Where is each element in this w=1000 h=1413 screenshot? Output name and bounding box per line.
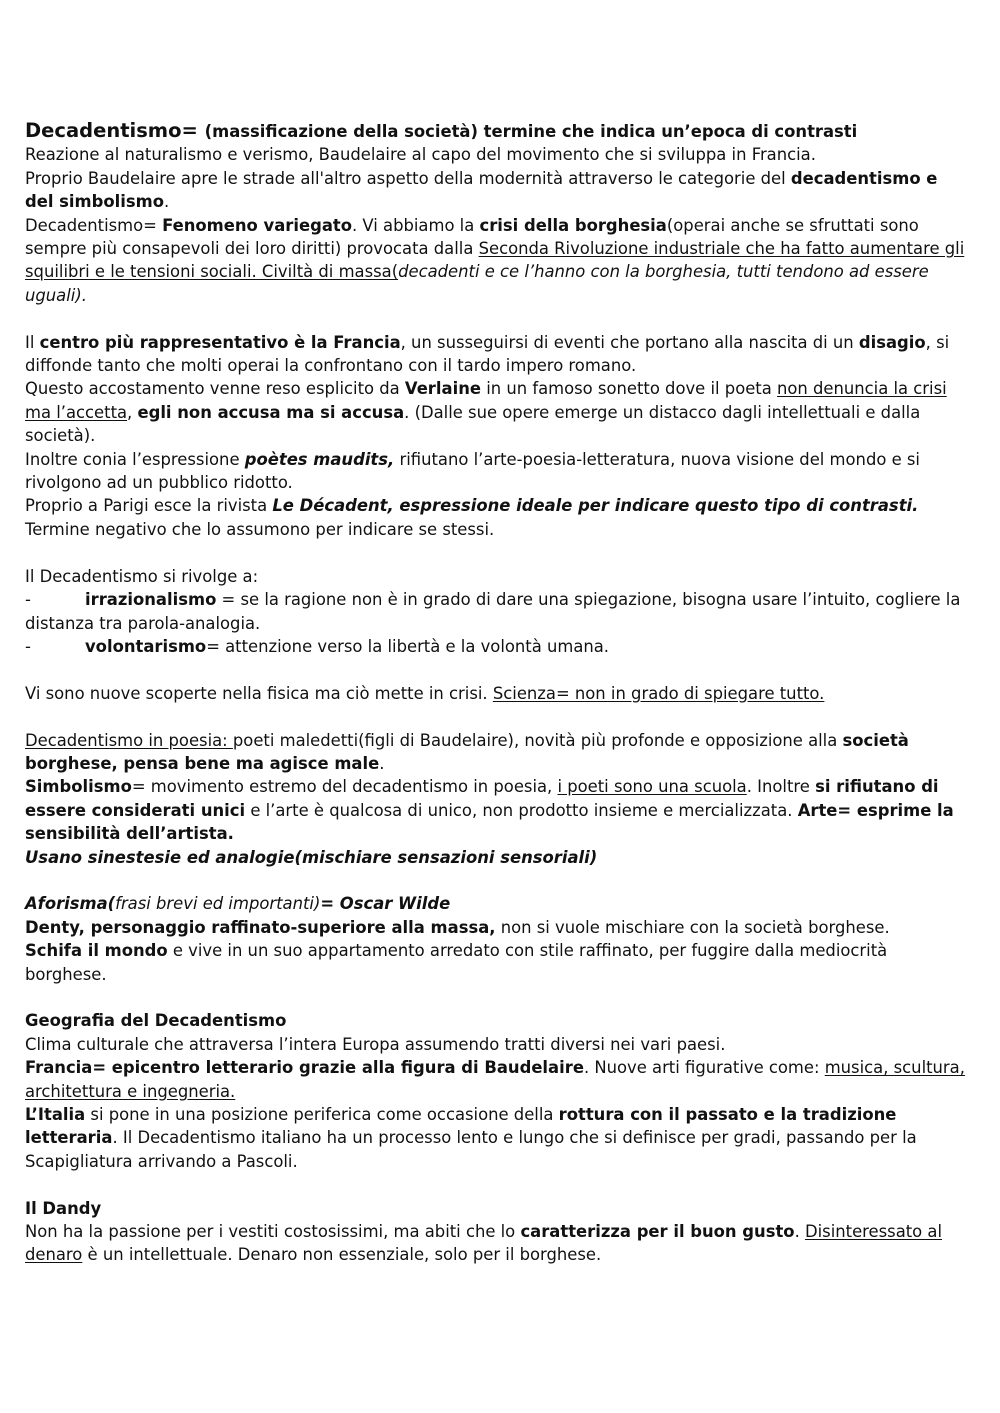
text-run: poeti maledetti(figli di Baudelaire), novità più profonde e opposizione alla [232,730,843,750]
text-run: in un famoso sonetto dove il poeta [480,379,777,399]
text-run: Proprio a Parigi esce la rivista [25,496,273,516]
text-run: Le Décadent, espressione ideale per indicare questo tipo di contrasti. [272,496,919,516]
paragraph [25,565,970,588]
text-run: disagio [858,332,926,352]
text-run: Aforisma( [25,894,116,914]
text-run: = attenzione verso la libertà e la volontà umana. [206,636,610,656]
text-run: si pone in una posizione periferica come occasione della [85,1104,559,1124]
text-run: L’Italia [25,1104,86,1124]
paragraph [25,377,970,447]
paragraph [25,1103,970,1173]
text-run: Simbolismo [25,777,132,797]
text-run: poètes maudits, [244,449,395,469]
text-run: non si vuole mischiare con la società borghese. [495,917,890,937]
paragraph [25,729,970,776]
text-run: Usano sinestesie ed analogie(mischiare sensazioni sensoriali) [25,847,598,867]
paragraph [25,119,970,143]
text-run: Proprio Baudelaire apre le strade all'altro aspetto della modernità attraverso le categorie del [25,168,791,188]
text-run: Seconda Rivoluzione industriale che ha fatto aumentare gli squilibri e le tensioni sociali. Civiltà di massa( [25,239,965,282]
blank-line [25,869,970,892]
text-run: . [163,192,170,212]
text-run: Decadentismo in poesia: [25,730,233,750]
paragraph [25,518,970,541]
text-run: (operai anche se sfruttati sono sempre più consapevoli dei loro diritti) provocata dalla [25,215,919,259]
blank-line [25,658,970,681]
text-run: e vive in un suo appartamento arredato con stile raffinato, per fuggire dalla mediocrità borghese. [25,941,888,984]
text-run: Reazione al naturalismo e verismo, Baudelaire al capo del movimento che si sviluppa in Francia. [25,145,816,165]
text-run: Il Dandy [25,1198,102,1218]
paragraph [25,916,970,939]
text-run: egli non accusa ma si accusa [137,402,405,422]
text-run: decadenti e ce l’hanno con la borghesia, tutti tendono ad essere uguali). [25,262,929,305]
paragraph [25,682,970,705]
blank-line [25,541,970,564]
text-run: Schifa il mondo [25,941,168,961]
text-run: Francia= epicentro letterario grazie alla figura di Baudelaire [25,1058,584,1078]
text-run: Termine negativo che lo assumono per indicare se stessi. [25,519,495,539]
text-run: , [127,402,138,422]
text-run: e l’arte è qualcosa di unico, non prodotto insieme e mercializzata. [245,800,798,820]
text-run: crisi della borghesia [479,215,667,235]
text-run: è un intellettuale. Denaro non essenziale, solo per il borghese. [82,1245,602,1265]
paragraph [25,846,970,869]
text-run: Geografia del Decadentismo [25,1011,287,1031]
text-run: i poeti sono una scuola [557,777,747,797]
text-run: Non ha la passione per i vestiti costosissimi, ma abiti che lo [25,1221,521,1241]
paragraph [25,939,970,986]
text-run: rifiutano l’arte-poesia-letteratura, nuova visione del mondo e si rivolgono ad un pubblico ridotto. [25,449,920,493]
text-run: (massificazione della società) termine che indica un’epoca di contrasti [204,122,858,141]
text-run: irrazionalismo [85,590,217,610]
text-run: . Vi abbiamo la [351,215,480,235]
paragraph [25,588,970,635]
text-run: Verlaine [404,379,481,399]
paragraph [25,635,970,658]
text-run: Denty, personaggio raffinato-superiore alla massa, [25,917,496,937]
text-run: caratterizza per il buon gusto [520,1221,795,1241]
text-run: Il [25,332,40,352]
blank-line [25,986,970,1009]
text-run: si rifiutano di essere considerati unici [25,777,939,820]
paragraph [25,892,970,915]
text-run: Fenomeno variegato [162,215,352,235]
blank-line [25,307,970,330]
paragraph [25,1009,970,1032]
text-run: Questo accostamento venne reso esplicito da [25,379,405,399]
paragraph [25,494,970,517]
text-run: . Inoltre [746,777,816,797]
paragraph [25,1056,970,1103]
paragraph [25,775,970,845]
text-run: . [379,753,385,773]
text-run: musica, scultura, architettura e ingegneria. [25,1058,965,1101]
text-run: = Oscar Wilde [320,894,451,914]
text-run: volontarismo [85,636,207,656]
text-run: Arte= esprime la sensibilità dell’artista. [25,800,954,844]
text-run: . (Dalle sue opere emerge un distacco dagli intellettuali e dalla società). [25,402,921,446]
text-run: , un susseguirsi di eventi che portano alla nascita di un [400,332,859,352]
text-run: Clima culturale che attraversa l’intera Europa assumendo tratti diversi nei vari paesi. [25,1034,726,1054]
document-page [25,119,970,1267]
paragraph [25,1220,970,1267]
text-run: , si diffonde tanto che molti operai la confrontano con il tardo impero romano. [25,332,950,376]
blank-line [25,705,970,728]
text-run: rottura con il passato e la tradizione letteraria [25,1104,897,1148]
paragraph [25,1197,970,1220]
text-run: Scienza= non in grado di spiegare tutto. [492,683,825,703]
text-run: . Il Decadentismo italiano ha un processo lento e lungo che si definisce per gradi, passando per la Scapigliatura arrivando a Pascoli. [25,1128,917,1171]
list-bullet: - [25,636,31,656]
text-run: . Nuove arti figurative come: [583,1058,825,1078]
blank-line [25,1173,970,1196]
text-run: società borghese, pensa bene ma agisce male [25,730,909,773]
text-run: = se la ragione non è in grado di dare una spiegazione, bisogna usare l’intuito, cogliere la distanza tra parola-analogia. [25,590,961,633]
text-run: decadentismo e del simbolismo [25,168,938,212]
text-run: frasi brevi ed importanti) [115,894,321,914]
text-run: Disinteressato al denaro [25,1221,943,1265]
paragraph [25,448,970,495]
text-run: Decadentismo= [25,215,163,235]
text-run: . [794,1221,805,1241]
text-run: Decadentismo= [25,119,205,142]
paragraph [25,1033,970,1056]
text-run: = movimento estremo del decadentismo in poesia, [131,777,558,797]
text-run: Vi sono nuove scoperte nella fisica ma ciò mette in crisi. [25,683,493,703]
paragraph [25,143,970,166]
paragraph [25,331,970,378]
paragraph [25,214,970,308]
text-run: centro più rappresentativo è la Francia [39,332,401,352]
list-bullet: - [25,590,31,610]
paragraph [25,167,970,214]
text-run: Il Decadentismo si rivolge a: [25,566,259,586]
text-run: non denuncia la crisi ma l’accetta [25,379,947,422]
text-run: Inoltre conia l’espressione [25,449,245,469]
